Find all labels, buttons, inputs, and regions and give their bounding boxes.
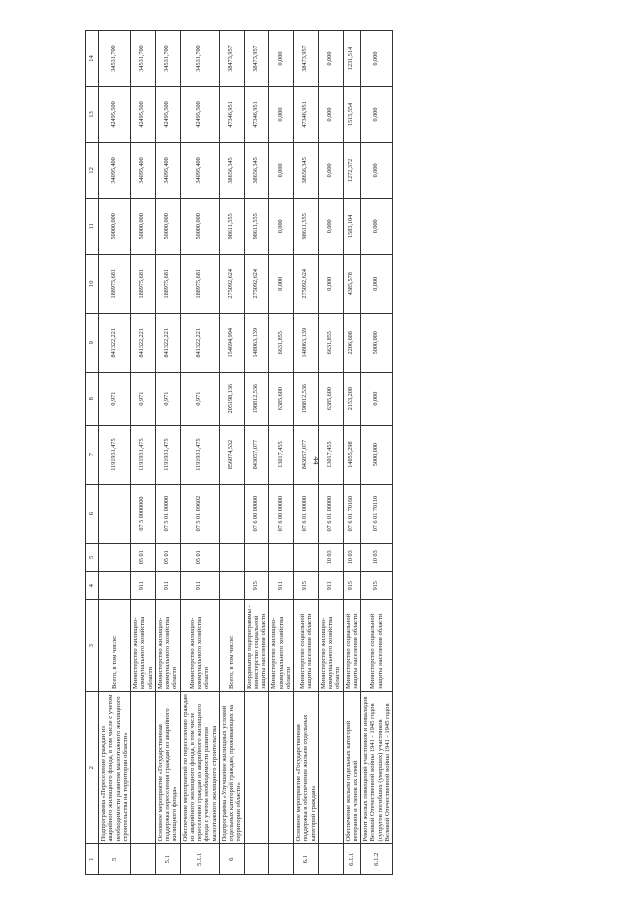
table-cell-c9: 841322,221	[99, 313, 131, 372]
table-cell-c7: 856074,532	[219, 425, 244, 484]
table-cell-c6: 07 5 01 00000	[155, 484, 180, 543]
table-cell-c9: 6631,855	[318, 313, 343, 372]
column-header: 8	[86, 372, 99, 425]
table-cell-c13: 0,000	[318, 87, 343, 143]
table-cell-c12: 38656,345	[294, 142, 319, 198]
table-cell-c10: 0,000	[361, 254, 393, 313]
table-cell-c4	[219, 572, 244, 600]
table-cell-c3: Всего, в том числе:	[99, 600, 131, 692]
table-cell-c7: 13017,455	[318, 425, 343, 484]
table-cell-c10: 275092,624	[244, 254, 269, 313]
column-header: 14	[86, 31, 99, 87]
table-cell-c8: 0,971	[180, 372, 219, 425]
table-cell-c9: 154694,994	[219, 313, 244, 372]
table-body	[99, 31, 393, 875]
table-row	[343, 31, 361, 875]
table-cell-c1	[269, 844, 294, 875]
table-cell-c4: 911	[131, 572, 156, 600]
table-cell-c5: 05 01	[180, 543, 219, 571]
table-cell-c12: 1272,372	[343, 142, 361, 198]
table-cell-c10: 188975,681	[180, 254, 219, 313]
table-cell-c5: 10 03	[318, 543, 343, 571]
table-cell-c3: Министерство жилищно-коммунального хозяйства области	[131, 600, 156, 692]
table-cell-c1: 5.1.1	[180, 844, 219, 875]
table-cell-c4: 915	[343, 572, 361, 600]
table-cell-c5	[219, 543, 244, 571]
table-cell-c3: Министерство социальной защиты населения области	[343, 600, 361, 692]
table-cell-c5	[269, 543, 294, 571]
table-cell-c3: Министерство жилищно-коммунального хозяйства области	[318, 600, 343, 692]
table-cell-c12: 34095,400	[155, 142, 180, 198]
table-cell-c10: 4385,578	[343, 254, 361, 313]
table-header-row	[86, 31, 99, 875]
table-cell-c6: 07 6 01 00000	[318, 484, 343, 543]
table-cell-c2: Подпрограмма «Переселение граждан из аварийного жилищного фонда, в том числе с учетом необходимости развития малоэтажного жилищного строительства на территории области»	[99, 691, 131, 844]
table-cell-c6: 07 6 01 70110	[361, 484, 393, 543]
table-cell-c4: 915	[294, 572, 319, 600]
table-cell-c2	[269, 691, 294, 844]
table-cell-c14: 1231,514	[343, 31, 361, 87]
table-cell-c7: 1191931,475	[180, 425, 219, 484]
table-row	[269, 31, 294, 875]
table-cell-c1: 6.1.2	[361, 844, 393, 875]
table-cell-c9: 148063,139	[294, 313, 319, 372]
table-cell-c3: Министерство социальной защиты населения области	[361, 600, 393, 692]
table-row	[155, 31, 180, 875]
table-cell-c1	[131, 844, 156, 875]
table-cell-c13: 42495,500	[155, 87, 180, 143]
table-cell-c1	[318, 844, 343, 875]
table-cell-c4: 911	[318, 572, 343, 600]
table-row	[131, 31, 156, 875]
table-cell-c8: 6385,600	[318, 372, 343, 425]
table-cell-c14: 0,000	[269, 31, 294, 87]
table-cell-c3: Всего, в том числе:	[219, 600, 244, 692]
table-cell-c8: 2153,208	[343, 372, 361, 425]
table-cell-c6: 07 6 01 00000	[294, 484, 319, 543]
table-cell-c6: 07 6 00 00000	[244, 484, 269, 543]
table-cell-c7: 843057,077	[244, 425, 269, 484]
budget-table	[85, 30, 393, 875]
table-cell-c5: 10 03	[361, 543, 393, 571]
table-cell-c11: 1583,104	[343, 198, 361, 254]
table-row	[244, 31, 269, 875]
table-cell-c3: Министерство жилищно-коммунального хозяйства области	[180, 600, 219, 692]
table-cell-c4	[99, 572, 131, 600]
table-cell-c10: 188975,681	[99, 254, 131, 313]
table-cell-c2: Подпрограмма «Улучшение жилищных условий отдельных категорий граждан, проживающих на территории области»	[219, 691, 244, 844]
table-cell-c14: 34531,700	[131, 31, 156, 87]
table-cell-c10: 275092,624	[219, 254, 244, 313]
table-cell-c11: 98611,555	[219, 198, 244, 254]
table-cell-c13: 42495,500	[131, 87, 156, 143]
table-cell-c8: 0,971	[99, 372, 131, 425]
table-cell-c3: Министерство социальной защиты населения области	[294, 600, 319, 692]
page-number: 44	[311, 456, 321, 465]
table-cell-c3: Координатор подпрограммы - министерство социальной защиты населения области	[244, 600, 269, 692]
column-header: 4	[86, 572, 99, 600]
table-cell-c12: 0,000	[318, 142, 343, 198]
table-cell-c12: 38656,345	[219, 142, 244, 198]
table-cell-c11: 50000,000	[180, 198, 219, 254]
table-cell-c4: 911	[155, 572, 180, 600]
table-cell-c6: 07 5 01 09602	[180, 484, 219, 543]
table-cell-c12: 38656,345	[244, 142, 269, 198]
column-header: 10	[86, 254, 99, 313]
table-cell-c9: 5000,000	[361, 313, 393, 372]
table-cell-c14: 38473,957	[219, 31, 244, 87]
table-cell-c13: 47346,951	[219, 87, 244, 143]
table-cell-c1: 6.1	[294, 844, 319, 875]
table-cell-c5: 10 03	[343, 543, 361, 571]
table-cell-c11: 0,000	[318, 198, 343, 254]
table-cell-c13: 0,000	[361, 87, 393, 143]
column-header: 9	[86, 313, 99, 372]
table-cell-c1	[244, 844, 269, 875]
table-cell-c9: 841322,221	[155, 313, 180, 372]
table-cell-c11: 98611,555	[294, 198, 319, 254]
table-cell-c10: 0,000	[269, 254, 294, 313]
rotated-table-wrapper	[85, 30, 525, 875]
table-cell-c10: 0,000	[318, 254, 343, 313]
table-cell-c8: 0,000	[361, 372, 393, 425]
table-cell-c11: 0,000	[269, 198, 294, 254]
table-cell-c8: 0,971	[131, 372, 156, 425]
table-cell-c6: 07 6 01 70160	[343, 484, 361, 543]
table-cell-c7: 1191931,475	[99, 425, 131, 484]
table-cell-c11: 98611,555	[244, 198, 269, 254]
table-cell-c14: 34531,700	[155, 31, 180, 87]
column-header: 12	[86, 142, 99, 198]
table-cell-c10: 188975,681	[155, 254, 180, 313]
table-cell-c11: 50000,000	[131, 198, 156, 254]
table-cell-c7: 13017,455	[269, 425, 294, 484]
table-cell-c5: 05 01	[155, 543, 180, 571]
table-cell-c1: 5.1	[155, 844, 180, 875]
table-cell-c1: 5	[99, 844, 131, 875]
table-cell-c13: 42495,500	[99, 87, 131, 143]
table-cell-c3: Министерство жилищно-коммунального хозяйства области	[269, 600, 294, 692]
table-cell-c7: 5000,000	[361, 425, 393, 484]
table-cell-c7: 14055,298	[343, 425, 361, 484]
table-cell-c13: 0,000	[269, 87, 294, 143]
table-cell-c5	[99, 543, 131, 571]
table-cell-c7: 1191931,475	[131, 425, 156, 484]
table-cell-c5	[244, 543, 269, 571]
column-header: 1	[86, 844, 99, 875]
table-cell-c1: 6	[219, 844, 244, 875]
table-cell-c9: 2206,608	[343, 313, 361, 372]
table-cell-c10: 275092,624	[294, 254, 319, 313]
table-cell-c7: 1191931,475	[155, 425, 180, 484]
table-cell-c2: Основное мероприятие «Государственная поддержка переселения граждан из аварийного жилищного фонда»	[155, 691, 180, 844]
table-cell-c11: 0,000	[361, 198, 393, 254]
table-cell-c14: 34531,700	[180, 31, 219, 87]
table-row	[294, 31, 319, 875]
table-cell-c4: 915	[361, 572, 393, 600]
table-cell-c5	[294, 543, 319, 571]
table-cell-c4: 915	[244, 572, 269, 600]
table-cell-c12: 34095,400	[180, 142, 219, 198]
table-cell-c2: Ремонт жилых помещений участников и инвалидов Великой Отечественной войны 1941 - 1945 годов (супругов погибших (умерших) участников Великой Отечественной войны 1941 - 1945 годов	[361, 691, 393, 844]
table-cell-c13: 47346,951	[294, 87, 319, 143]
column-header: 11	[86, 198, 99, 254]
table-cell-c11: 50000,000	[155, 198, 180, 254]
table-cell-c14: 34531,700	[99, 31, 131, 87]
table-cell-c13: 47346,951	[244, 87, 269, 143]
table-cell-c9: 841322,221	[131, 313, 156, 372]
table-cell-c6: 07 5 0000000	[131, 484, 156, 543]
table-cell-c3: Министерство жилищно-коммунального хозяйства области	[155, 600, 180, 692]
table-cell-c8: 198812,536	[244, 372, 269, 425]
table-cell-c9: 148063,139	[244, 313, 269, 372]
table-cell-c2	[131, 691, 156, 844]
column-header: 6	[86, 484, 99, 543]
table-cell-c14: 0,000	[361, 31, 393, 87]
table-cell-c12: 0,000	[361, 142, 393, 198]
table-cell-c8: 198812,536	[294, 372, 319, 425]
table-cell-c1: 6.1.1	[343, 844, 361, 875]
table-cell-c8: 0,971	[155, 372, 180, 425]
table-row	[318, 31, 343, 875]
table-cell-c4: 911	[180, 572, 219, 600]
table-cell-c8: 205198,136	[219, 372, 244, 425]
column-header: 13	[86, 87, 99, 143]
table-cell-c6	[219, 484, 244, 543]
table-cell-c11: 50000,000	[99, 198, 131, 254]
column-header: 3	[86, 600, 99, 692]
table-cell-c12: 34095,400	[131, 142, 156, 198]
table-cell-c2: Обеспечение мероприятий по переселению граждан из аварийного жилищного фонда, в том числе переселению граждан из аварийного жилищного фонда с учетом необходимости развития малоэтажного жилищного строительства	[180, 691, 219, 844]
table-row	[99, 31, 131, 875]
table-cell-c9: 841322,221	[180, 313, 219, 372]
table-row	[219, 31, 244, 875]
table-cell-c2: Обеспечение жильем отдельных категорий ветеранов и членов их семей	[343, 691, 361, 844]
table-cell-c6: 07 6 00 00000	[269, 484, 294, 543]
table-cell-c2: Основное мероприятие «Государственная поддержка в обеспечении жильем отдельных категорий граждан»	[294, 691, 319, 844]
table-cell-c9: 6631,855	[269, 313, 294, 372]
table-cell-c2	[318, 691, 343, 844]
table-cell-c8: 6385,600	[269, 372, 294, 425]
table-cell-c2	[244, 691, 269, 844]
table-cell-c5: 05 01	[131, 543, 156, 571]
table-row	[361, 31, 393, 875]
table-cell-c14: 38473,957	[244, 31, 269, 87]
column-header: 5	[86, 543, 99, 571]
table-row	[180, 31, 219, 875]
table-cell-c12: 0,000	[269, 142, 294, 198]
table-cell-c13: 1515,554	[343, 87, 361, 143]
table-cell-c13: 42495,500	[180, 87, 219, 143]
table-cell-c4: 911	[269, 572, 294, 600]
table-cell-c6	[99, 484, 131, 543]
table-cell-c14: 0,000	[318, 31, 343, 87]
table-cell-c7: 843057,077	[294, 425, 319, 484]
table-cell-c14: 38473,957	[294, 31, 319, 87]
column-header: 7	[86, 425, 99, 484]
column-header: 2	[86, 691, 99, 844]
table-cell-c10: 188975,681	[131, 254, 156, 313]
table-cell-c12: 34095,400	[99, 142, 131, 198]
